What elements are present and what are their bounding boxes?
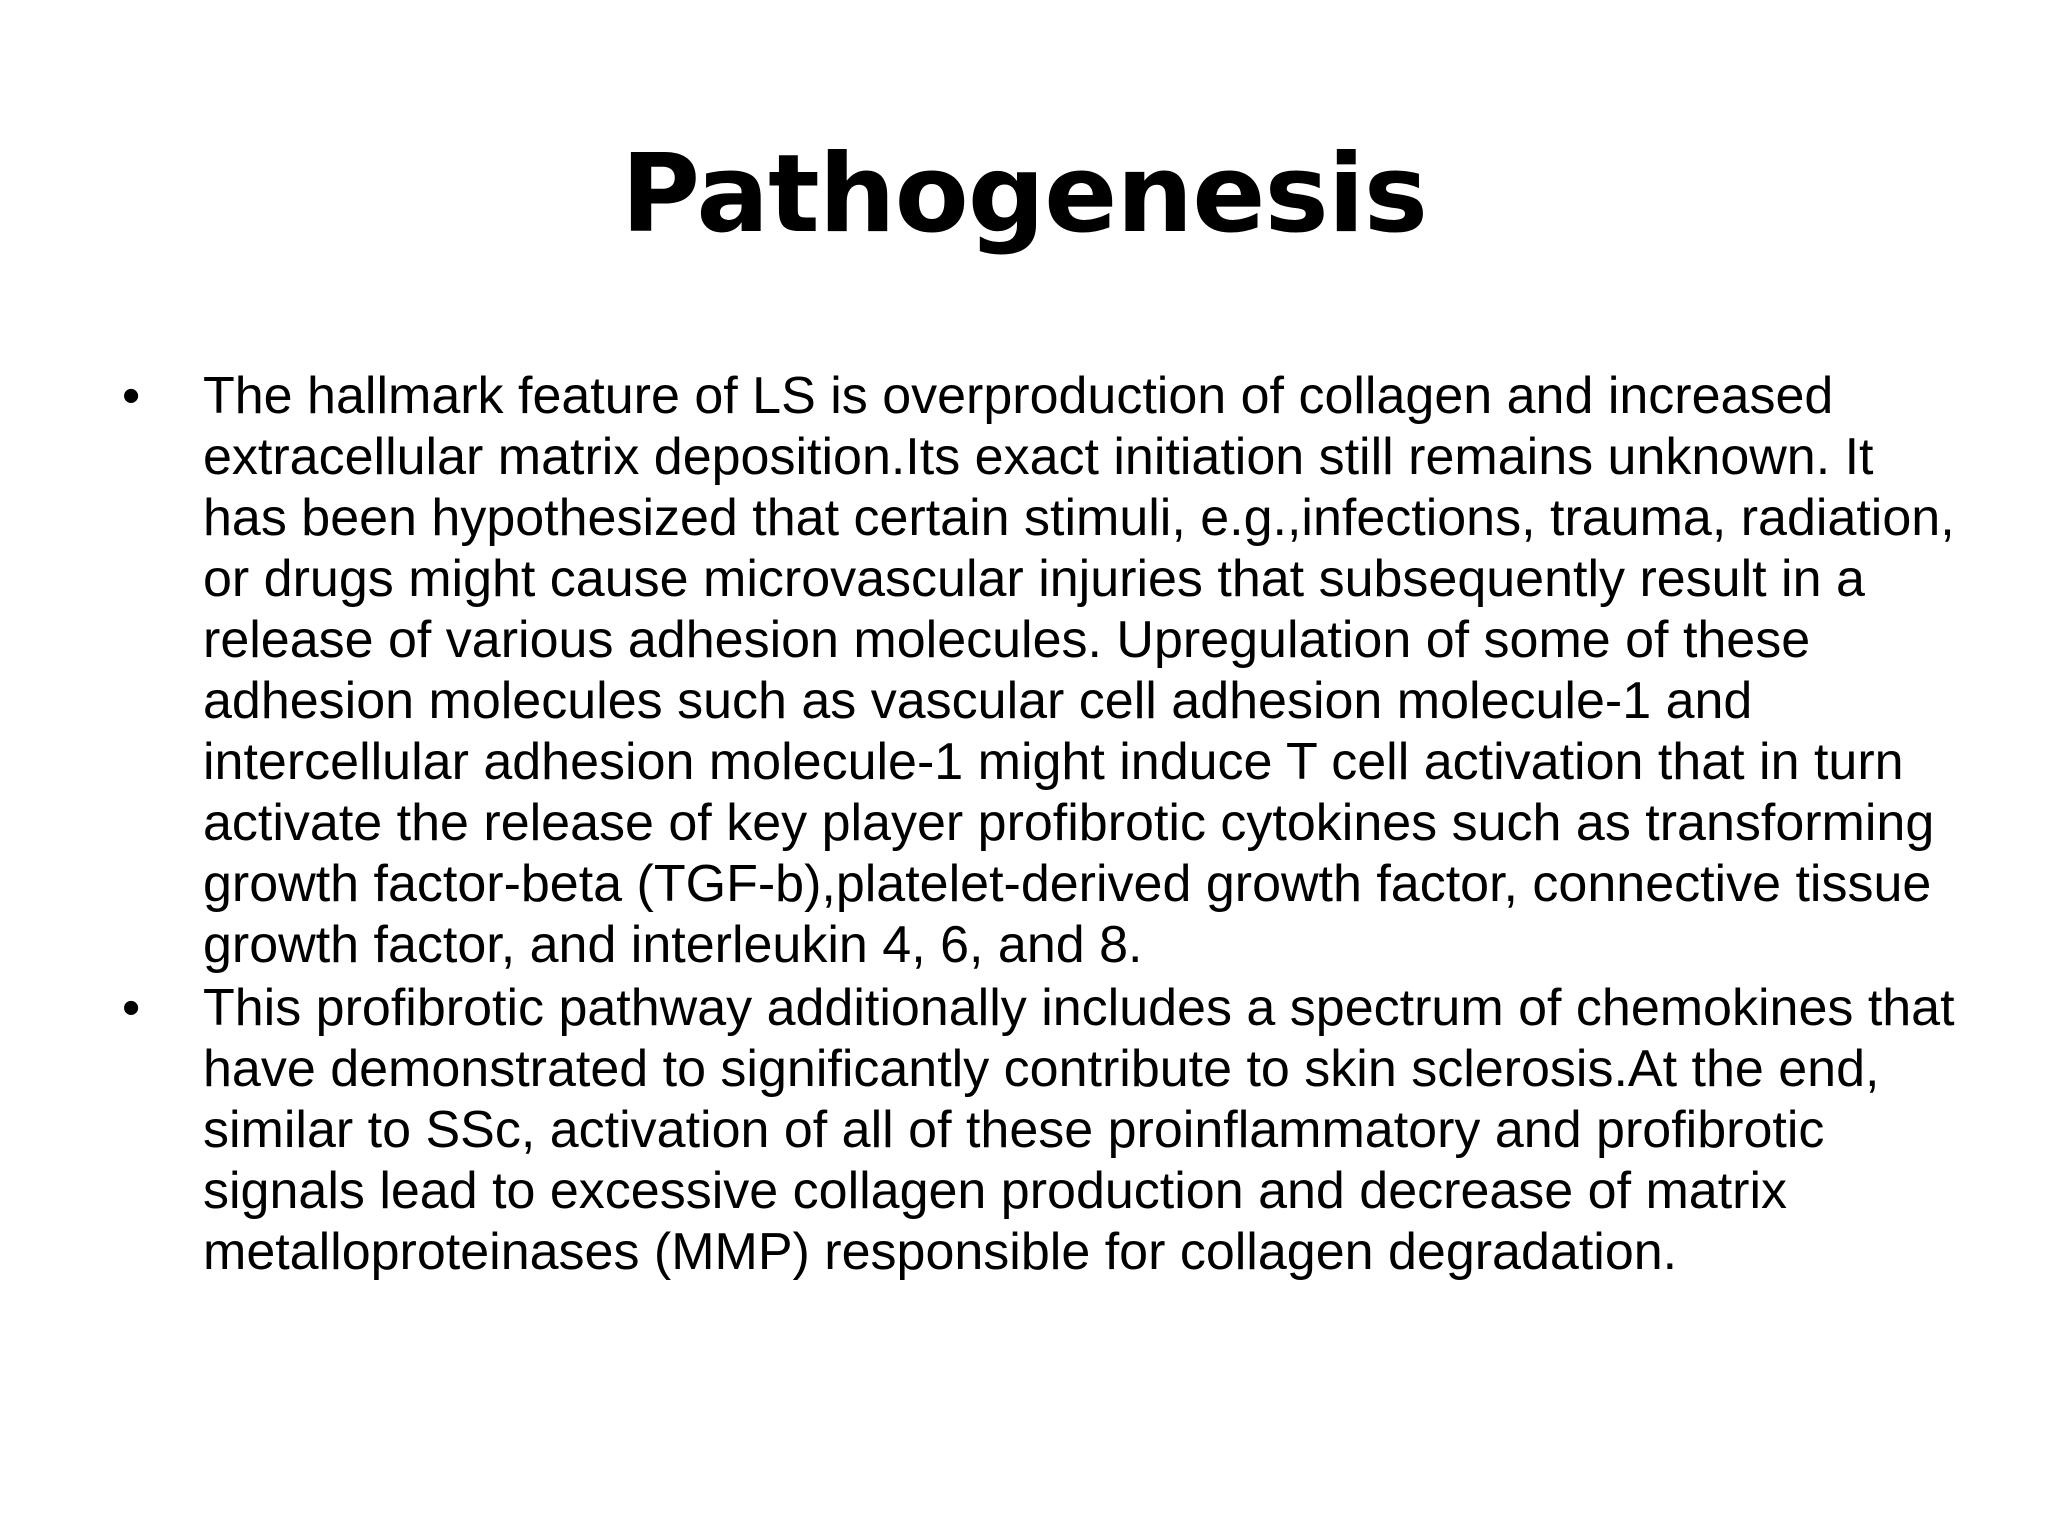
bullet-text: The hallmark feature of LS is overproduction of collagen and increased extracellular matrix deposition.Its exact initiation still remains unknown. It has been hypothesized that certain stimuli, e.g.,infections, trauma, radiation, or drugs might cause microvascular injuries that subsequently result in a release of various adhesion molecules. Upregulation of some of these adhesion molecules such as vascular cell adhesion molecule-1 and intercellular adhesion molecule-1 might induce T cell activation that in turn activate the release of key player profibrotic cytokines such as transforming growth factor-beta (TGF-b),platelet-derived growth factor, connective tissue growth factor, and interleukin 4, 6, and 8. [203, 367, 1955, 974]
bullet-list [122, 366, 1962, 1285]
bullet-text: This profibrotic pathway additionally includes a spectrum of chemokines that have demonstrated to significantly contribute to skin sclerosis.At the end, similar to SSc, activation of all of these proinflammatory and profibrotic signals lead to excessive collagen production and decrease of matrix metalloproteinases (MMP) responsible for collagen degradation. [203, 979, 1955, 1281]
bullet-item [122, 978, 1962, 1283]
bullet-marker: • [122, 367, 141, 425]
slide-title: Pathogenesis [620, 132, 1428, 257]
bullet-marker: • [122, 979, 141, 1037]
bullet-item [122, 366, 1962, 976]
